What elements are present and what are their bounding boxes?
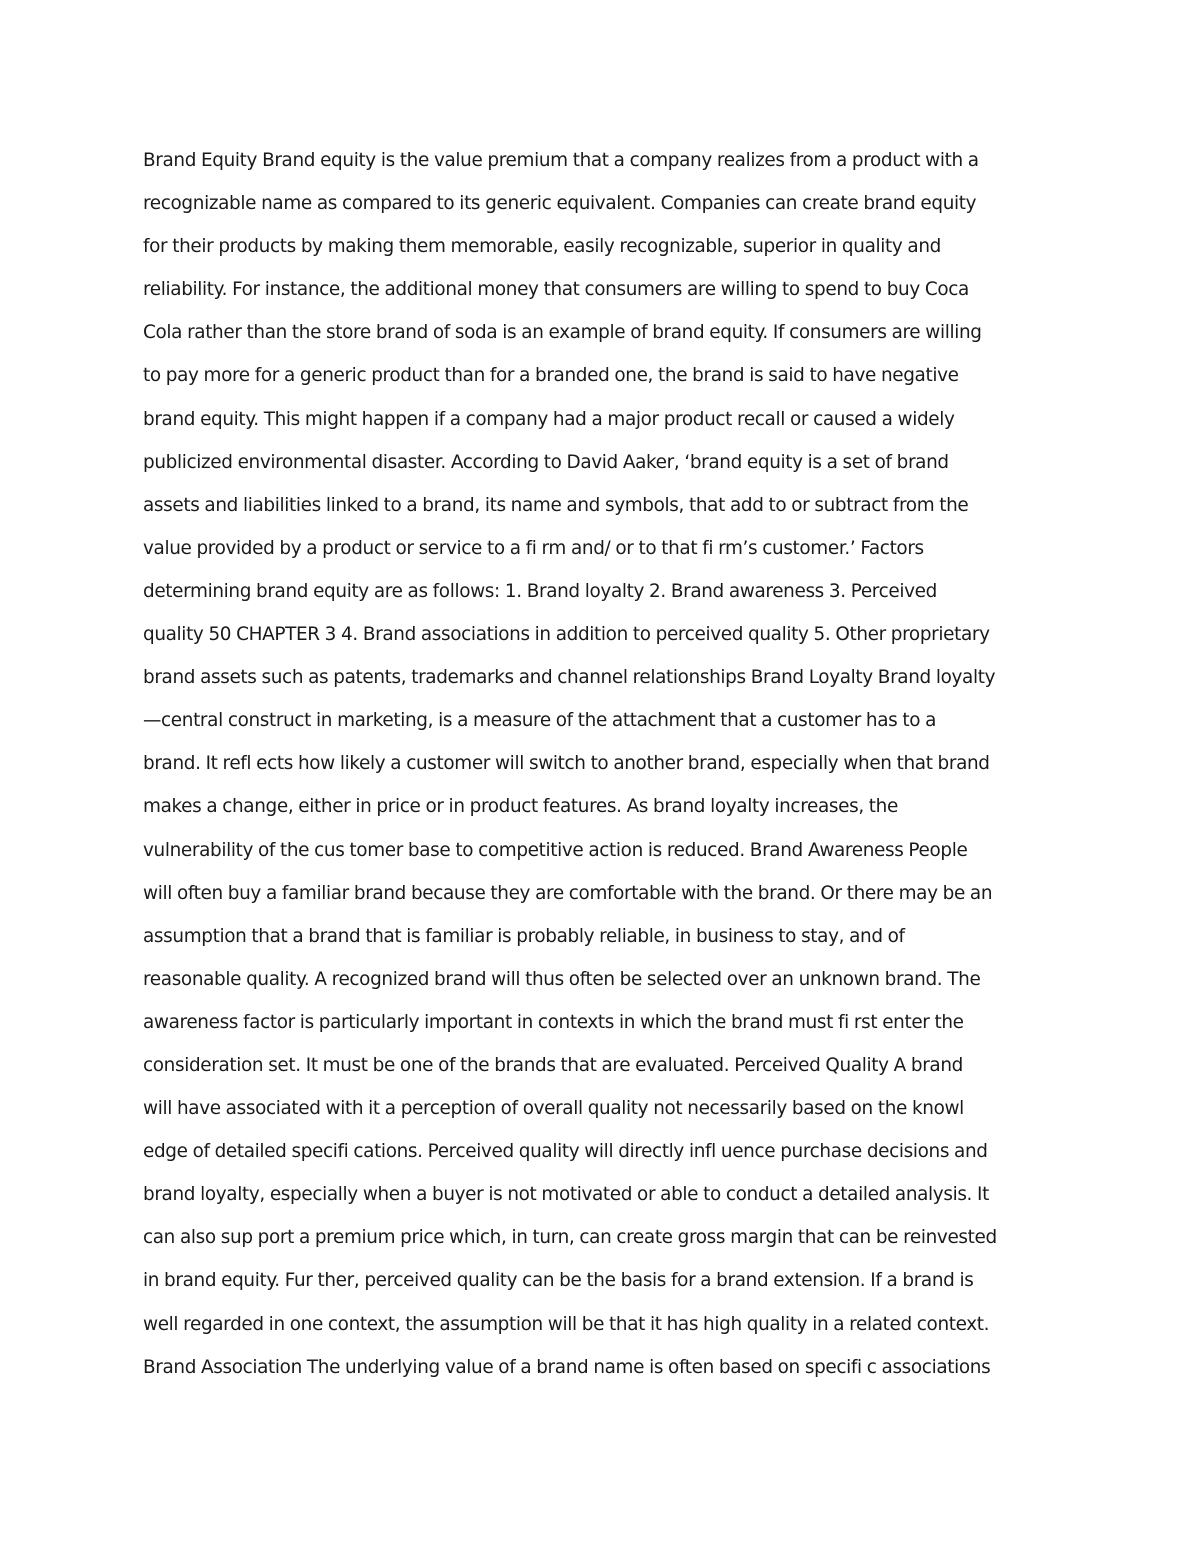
text-line: brand loyalty, especially when a buyer is not motivated or able to conduct a detailed analysis. It [143,1184,989,1206]
text-line: publicized environmental disaster. According to David Aaker, ‘brand equity is a set of brand [143,451,949,473]
text-line: quality 50 CHAPTER 3 4. Brand associations in addition to perceived quality 5. Other proprietary [143,624,990,646]
text-line: value provided by a product or service to a fi rm and/ or to that fi rm’s customer.’ Factors [143,537,924,559]
text-line: Brand Equity Brand equity is the value premium that a company realizes from a product with a [143,150,979,171]
text-line: reliability. For instance, the additional money that consumers are willing to spend to buy Coca [143,279,969,301]
text-line: edge of detailed specifi cations. Perceived quality will directly infl uence purchase decisions and [143,1141,988,1163]
text-line: brand. It refl ects how likely a customer will switch to another brand, especially when that brand [143,753,990,775]
text-line: brand equity. This might happen if a company had a major product recall or caused a widely [143,408,955,430]
text-line: —central construct in marketing, is a measure of the attachment that a customer has to a [143,710,937,732]
text-line: Cola rather than the store brand of soda is an example of brand equity. If consumers are willing [143,322,982,344]
text-line: makes a change, either in price or in product features. As brand loyalty increases, the [143,796,898,818]
text-line: can also sup port a premium price which, in turn, can create gross margin that can be reinvested [143,1227,997,1249]
text-line: reasonable quality. A recognized brand will thus often be selected over an unknown brand. The [143,968,981,990]
text-line: brand assets such as patents, trademarks and channel relationships Brand Loyalty Brand loyalty [143,667,996,689]
text-line: to pay more for a generic product than for a branded one, the brand is said to have negative [143,365,959,387]
text-line: for their products by making them memorable, easily recognizable, superior in quality and [143,236,941,258]
text-line: will often buy a familiar brand because they are comfortable with the brand. Or there may be an [143,882,993,904]
body-text [143,139,1073,1389]
text-line: awareness factor is particularly important in contexts in which the brand must fi rst enter the [143,1011,964,1033]
text-line: well regarded in one context, the assumption will be that it has high quality in a related context. [143,1313,990,1335]
text-line: determining brand equity are as follows: 1. Brand loyalty 2. Brand awareness 3. Perceived [143,580,937,602]
text-line: in brand equity. Fur ther, perceived quality can be the basis for a brand extension. If a brand is [143,1270,974,1292]
text-line: will have associated with it a perception of overall quality not necessarily based on the knowl [143,1098,964,1120]
text-line: Brand Association The underlying value of a brand name is often based on specifi c associations [143,1356,991,1378]
text-line: assets and liabilities linked to a brand, its name and symbols, that add to or subtract from the [143,494,969,516]
text-line: assumption that a brand that is familiar is probably reliable, in business to stay, and of [143,925,905,947]
text-line: consideration set. It must be one of the brands that are evaluated. Perceived Quality A brand [143,1054,963,1076]
text-line: vulnerability of the cus tomer base to competitive action is reduced. Brand Awareness People [143,839,968,861]
text-line: recognizable name as compared to its generic equivalent. Companies can create brand equity [143,193,977,215]
